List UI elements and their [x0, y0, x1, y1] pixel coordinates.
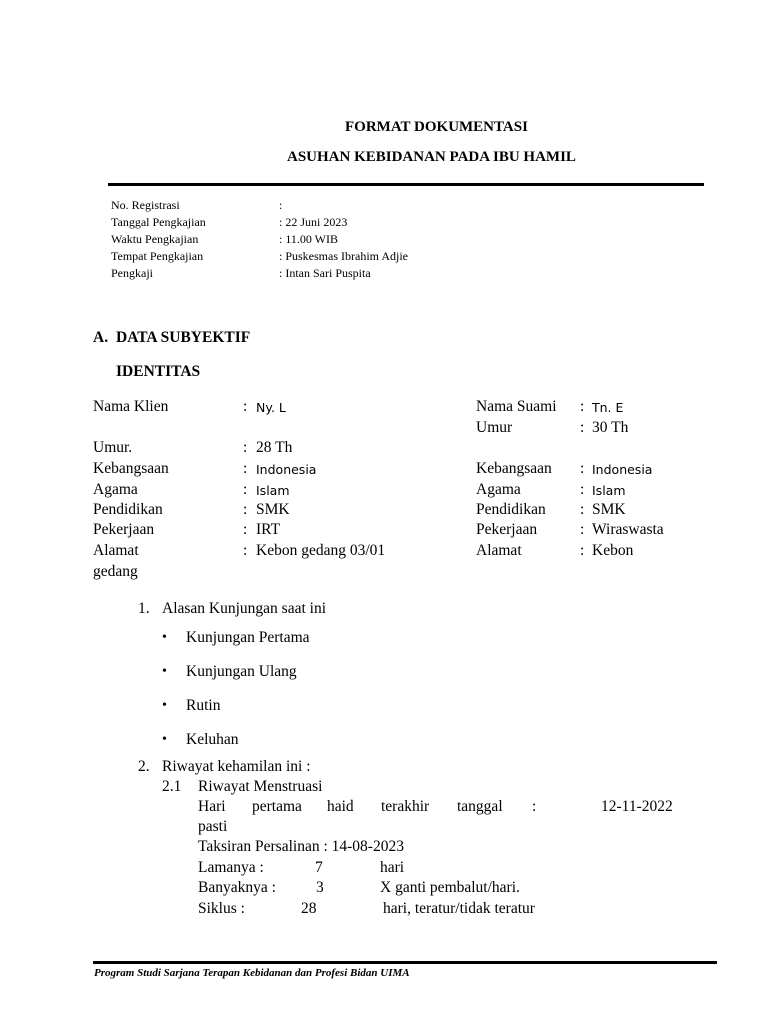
colon: :	[243, 439, 248, 456]
hpht-word: pertama	[252, 798, 302, 815]
client-label: Alamat	[93, 542, 139, 559]
husband-label: Kebangsaan	[476, 460, 552, 477]
husband-label: Agama	[476, 481, 521, 498]
visit-title: Alasan Kunjungan saat ini	[162, 600, 327, 617]
visit-number: 1.	[138, 600, 150, 617]
client-label: Kebangsaan	[93, 460, 169, 477]
client-label: Pekerjaan	[93, 521, 155, 538]
menstruation-title: Riwayat Menstruasi	[198, 778, 323, 795]
amount-value: 3	[316, 879, 324, 896]
husband-label: Umur	[476, 419, 513, 436]
footer-text: Program Studi Sarjana Terapan Kebidanan dan Profesi Bidan UIMA	[94, 967, 410, 979]
client-value: 28 Th	[256, 439, 293, 456]
client-address-wrap: gedang	[93, 563, 138, 580]
registration-value: : 11.00 WIB	[279, 232, 338, 246]
menstruation-number: 2.1	[162, 778, 182, 795]
hpht-word: terakhir	[381, 798, 430, 815]
hpht-word: :	[532, 798, 537, 815]
header-divider	[108, 183, 704, 186]
duration-value: 7	[315, 859, 323, 876]
hpht-word: Hari	[198, 798, 226, 815]
husband-label: Alamat	[476, 542, 522, 559]
client-label: Nama Klien	[93, 398, 169, 415]
list-item: Kunjungan Pertama	[186, 629, 310, 646]
hpht-wrap: pasti	[198, 818, 228, 835]
hpht-word: haid	[327, 798, 354, 815]
client-value: Islam	[256, 483, 290, 498]
registration-label: Tanggal Pengkajian	[111, 215, 206, 229]
bullet-icon: •	[162, 732, 167, 747]
section-letter: A.	[93, 329, 109, 346]
client-label: Agama	[93, 481, 138, 498]
identity-heading: IDENTITAS	[116, 363, 201, 380]
colon: :	[243, 481, 248, 498]
husband-label: Pendidikan	[476, 501, 546, 518]
registration-label: Pengkaji	[111, 266, 153, 280]
duration-label: Lamanya :	[198, 859, 264, 876]
registration-value: : 22 Juni 2023	[279, 215, 348, 229]
colon: :	[580, 542, 585, 559]
hpht-word: tanggal	[457, 798, 503, 815]
amount-label: Banyaknya :	[198, 879, 276, 896]
colon: :	[580, 481, 585, 498]
list-item: Keluhan	[186, 731, 239, 748]
footer-divider	[93, 961, 717, 964]
client-label: Pendidikan	[93, 501, 163, 518]
cycle-value: 28	[301, 900, 317, 917]
husband-label: Pekerjaan	[476, 521, 538, 538]
pregnancy-number: 2.	[138, 758, 150, 775]
colon: :	[580, 521, 585, 538]
colon: :	[580, 460, 585, 477]
document-title: FORMAT DOKUMENTASI	[345, 119, 528, 135]
hpht-date: 12-11-2022	[601, 798, 673, 815]
list-item: Kunjungan Ulang	[186, 663, 297, 680]
client-value: SMK	[256, 501, 290, 518]
colon: :	[243, 521, 248, 538]
bullet-icon: •	[162, 664, 167, 679]
colon: :	[580, 501, 585, 518]
client-value: IRT	[256, 521, 281, 538]
husband-label: Nama Suami	[476, 398, 557, 415]
husband-value: Indonesia	[592, 462, 653, 477]
colon: :	[580, 419, 585, 436]
bullet-icon: •	[162, 698, 167, 713]
registration-label: No. Registrasi	[111, 198, 180, 212]
husband-value: 30 Th	[592, 419, 629, 436]
client-value: Kebon gedang 03/01	[256, 542, 386, 559]
registration-value: : Intan Sari Puspita	[279, 266, 371, 280]
colon: :	[580, 398, 585, 415]
client-label: Umur.	[93, 439, 133, 456]
husband-value: Islam	[592, 483, 626, 498]
registration-value: :	[279, 198, 283, 212]
colon: :	[243, 460, 248, 477]
amount-unit: X ganti pembalut/hari.	[380, 879, 520, 896]
husband-value: Tn. E	[592, 400, 624, 415]
estimated-delivery: Taksiran Persalinan : 14-08-2023	[198, 838, 404, 855]
client-value: Ny. L	[256, 400, 286, 415]
colon: :	[243, 398, 248, 415]
colon: :	[243, 501, 248, 518]
cycle-unit: hari, teratur/tidak teratur	[383, 900, 535, 917]
registration-label: Tempat Pengkajian	[111, 249, 204, 263]
husband-value: SMK	[592, 501, 626, 518]
bullet-icon: •	[162, 630, 167, 645]
registration-label: Waktu Pengkajian	[111, 232, 199, 246]
husband-value: Wiraswasta	[592, 521, 664, 538]
colon: :	[243, 542, 248, 559]
list-item: Rutin	[186, 697, 221, 714]
pregnancy-title: Riwayat kehamilan ini :	[162, 758, 311, 775]
registration-value: : Puskesmas Ibrahim Adjie	[279, 249, 408, 263]
document-subtitle: ASUHAN KEBIDANAN PADA IBU HAMIL	[287, 149, 576, 165]
duration-unit: hari	[380, 859, 405, 876]
section-title: DATA SUBYEKTIF	[116, 329, 251, 346]
husband-value: Kebon	[592, 542, 634, 559]
cycle-label: Siklus :	[198, 900, 245, 917]
client-value: Indonesia	[256, 462, 317, 477]
